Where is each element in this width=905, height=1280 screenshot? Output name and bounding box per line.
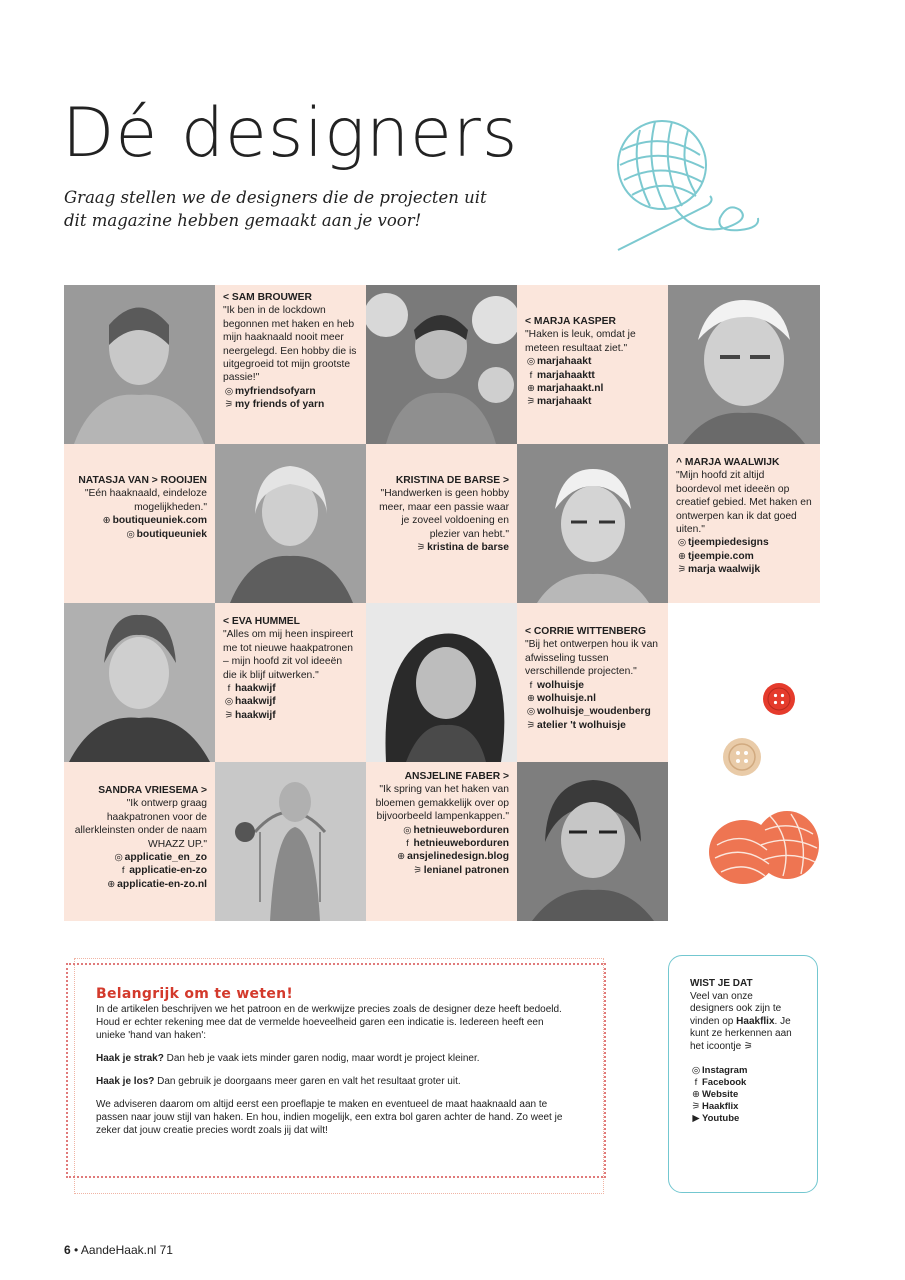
facebook-icon: f	[529, 369, 533, 381]
note-intro: In de artikelen beschrijven we het patroon en de werkwijze precies zoals de designer deze heeft bedoeld. Houd er echter rekening mee dat de vermelde hoeveelheid garen een indicatie is. Iedereen heeft een unieke 'hand van haken':	[96, 1004, 562, 1041]
designer-social[interactable]: ◎ wolhuisje_woudenberg	[526, 706, 651, 718]
designer-social[interactable]: ◎ tjeempiedesigns	[677, 537, 769, 549]
website-icon: ⊕	[102, 515, 111, 527]
designer-quote: "Ik ben in de lockdown begonnen met haken en heb mijn haaknaald nooit meer neergelegd. Een hobby die is uitgegroeid tot mijn grootste passie!"	[223, 305, 357, 384]
important-note	[96, 988, 566, 1147]
designer-social[interactable]: ⚞ lenianel patronen	[413, 864, 509, 876]
instagram-icon: ◎	[691, 1065, 701, 1076]
designer-name: ^ MARJA WAALWIJK	[676, 457, 780, 468]
note-los: Haak je los? Dan gebruik je doorgaans meer garen en valt het resultaat groter uit.	[96, 1076, 461, 1087]
wist-heading: WIST JE DAT	[690, 978, 753, 989]
legend-item: ⚞ Haakflix	[691, 1101, 739, 1112]
instagram-icon: ◎	[526, 706, 536, 718]
website-icon: ⊕	[107, 878, 116, 890]
designer-social[interactable]: ⊕ marjahaakt.nl	[525, 382, 660, 395]
designer-photo	[366, 285, 517, 444]
designer-social[interactable]: ⚞ atelier 't wolhuisje	[526, 719, 626, 731]
legend-item: ⊕ Website	[690, 1089, 797, 1101]
website-icon: ⊕	[527, 383, 535, 395]
designer-card	[517, 285, 668, 444]
designer-name: ANSJELINE FABER >	[404, 771, 509, 782]
haakflix-icon: ⚞	[416, 542, 426, 554]
yarn-ball-illustration	[600, 110, 770, 260]
designer-social[interactable]: ⊕ boutiqueuniek.com	[72, 514, 207, 527]
instagram-icon: ◎	[126, 528, 135, 540]
coral-yarn-illustration	[705, 800, 825, 895]
page-subtitle: Graag stellen we de designers die de projecten uit dit magazine hebben gemaakt aan je voor!	[64, 188, 487, 230]
icon-legend	[690, 1065, 797, 1125]
designer-photo	[215, 444, 366, 603]
website-icon: ⊕	[678, 550, 686, 562]
facebook-icon: f	[227, 683, 231, 695]
facebook-icon: f	[694, 1077, 698, 1088]
designer-social[interactable]: ⚞ marja waalwijk	[677, 564, 761, 576]
website-icon: ⊕	[397, 851, 406, 863]
red-button-illustration	[762, 682, 796, 716]
facebook-icon: f	[406, 838, 409, 850]
designer-photo	[517, 762, 668, 921]
designer-quote: "Alles om mij heen inspireert me tot nieuwe haakpatronen – mijn hoofd zit vol ideeën die ik blijf uitwerken."	[223, 629, 354, 681]
designer-name: KRISTINA DE BARSE >	[395, 475, 509, 486]
beige-button-illustration	[722, 737, 762, 777]
designer-social[interactable]: f haakwijf	[223, 682, 358, 695]
haakflix-icon: ⚞	[677, 564, 687, 576]
haakflix-icon: ⚞	[526, 719, 536, 731]
designer-card	[366, 762, 517, 921]
designer-social[interactable]: ⚞ kristina de barse	[416, 542, 509, 554]
designer-social[interactable]: ◎ boutiqueuniek	[126, 528, 207, 540]
designer-social[interactable]: f hetnieuweborduren	[374, 837, 509, 850]
designer-social[interactable]: ⚞ my friends of yarn	[224, 399, 325, 411]
designer-photo	[64, 603, 215, 762]
designer-social[interactable]: ◎ haakwijf	[224, 696, 276, 708]
designer-card	[64, 762, 215, 921]
designer-card	[215, 603, 366, 762]
note-strak: Haak je strak? Dan heb je vaak iets minder garen nodig, maar wordt je project kleiner.	[96, 1053, 480, 1064]
website-icon: ⊕	[527, 693, 535, 705]
designer-social[interactable]: ◎ marjahaakt	[526, 356, 592, 368]
designer-social[interactable]: ⊕ ansjelinedesign.blog	[374, 850, 509, 863]
designer-name: < EVA HUMMEL	[223, 616, 300, 627]
designer-name: < CORRIE WITTENBERG	[525, 626, 646, 637]
designer-quote: "Bij het ontwerpen hou ik van afwisseling tussen verschillende projecten."	[525, 639, 659, 678]
haakflix-icon: ⚞	[691, 1101, 701, 1112]
designer-card	[64, 444, 215, 603]
designer-card	[366, 444, 517, 603]
website-icon: ⊕	[692, 1089, 700, 1100]
designer-name: < SAM BROUWER	[223, 292, 312, 303]
designer-card	[215, 285, 366, 444]
designer-name: NATASJA VAN > ROOIJEN	[78, 475, 207, 486]
designer-card	[517, 603, 668, 762]
designer-social[interactable]: ◎ hetnieuweborduren	[403, 824, 509, 836]
legend-item: ▶ Youtube	[690, 1113, 797, 1125]
designer-social[interactable]: ⚞ marjahaakt	[526, 396, 592, 408]
magazine-name: AandeHaak.nl 71	[80, 1243, 173, 1257]
designer-social[interactable]: f marjahaaktt	[525, 369, 660, 382]
note-heading: Belangrijk om te weten!	[96, 986, 294, 1002]
wist-text: Veel van onze designers ook zijn te vinden op Haakflix. Je kunt ze herkennen aan het icoontje ⚞	[690, 990, 792, 1052]
instagram-icon: ◎	[403, 824, 412, 836]
note-advice: We adviseren daarom om altijd eerst een proeflapje te maken en eventueel de maat haaknaald aan te passen naar jouw stijl van haken. En hou, indien mogelijk, een extra bol garen achter de hand. Zo weet je zeker dat jouw creatie precies wordt zoals jij dat wilt!	[96, 1099, 563, 1136]
haakflix-icon: ⚞	[526, 396, 536, 408]
instagram-icon: ◎	[114, 852, 123, 864]
facebook-icon: f	[121, 865, 125, 877]
designer-social[interactable]: ⊕ wolhuisje.nl	[525, 692, 660, 705]
haakflix-icon: ⚞	[224, 399, 234, 411]
designer-quote: "Handwerken is geen hobby meer, maar een passie waar je zoveel voldoening en plezier van hebt."	[379, 488, 509, 540]
designer-quote: "Mijn hoofd zit altijd boordevol met ideeën op creatief gebied. Met haken en ontwerpen kan ik dat goed uiten."	[676, 470, 812, 536]
facebook-icon: f	[529, 679, 533, 691]
designer-social[interactable]: ◎ myfriendsofyarn	[224, 385, 316, 397]
wist-je-dat-box	[668, 955, 818, 1193]
designer-quote: "Ik spring van het haken van bloemen gemakkelijk over op bijvoorbeeld lampenkappen."	[375, 784, 509, 823]
designer-name: < MARJA KASPER	[525, 316, 616, 327]
haakflix-icon: ⚞	[413, 864, 422, 876]
legend-item: f Facebook	[690, 1077, 797, 1089]
designer-quote: "Ik ontwerp graag haakpatronen voor de allerkleinsten onder de naam WHAZZ UP."	[74, 798, 207, 850]
designer-social[interactable]: f applicatie-en-zo	[72, 864, 207, 877]
designer-photo	[64, 285, 215, 444]
designer-name: SANDRA VRIESEMA >	[98, 785, 207, 796]
page-title: Dé designers	[62, 94, 519, 173]
haakflix-icon: ⚞	[224, 709, 234, 721]
designer-photo	[517, 444, 668, 603]
designer-social[interactable]: ◎ applicatie_en_zo	[114, 852, 207, 864]
instagram-icon: ◎	[224, 385, 234, 397]
instagram-icon: ◎	[526, 356, 536, 368]
designer-photo	[668, 285, 820, 444]
instagram-icon: ◎	[677, 537, 687, 549]
page-footer: 6 • AandeHaak.nl 71	[64, 1243, 173, 1257]
page-number: 6	[64, 1243, 71, 1257]
legend-item: ◎ Instagram	[691, 1065, 748, 1076]
designer-quote: "Haken is leuk, omdat je meteen resultaat ziet."	[525, 329, 636, 354]
designer-social[interactable]: f wolhuisje	[525, 679, 660, 692]
designer-photo	[366, 603, 517, 762]
designer-quote: "Eén haaknaald, eindeloze mogelijkheden."	[84, 488, 207, 513]
designer-card	[668, 444, 820, 603]
designer-photo	[215, 762, 366, 921]
youtube-icon: ▶	[692, 1113, 700, 1124]
designer-social[interactable]: ⊕ applicatie-en-zo.nl	[72, 878, 207, 891]
designer-social[interactable]: ⊕ tjeempie.com	[676, 550, 812, 563]
instagram-icon: ◎	[224, 696, 234, 708]
designer-social[interactable]: ⚞ haakwijf	[224, 709, 276, 721]
